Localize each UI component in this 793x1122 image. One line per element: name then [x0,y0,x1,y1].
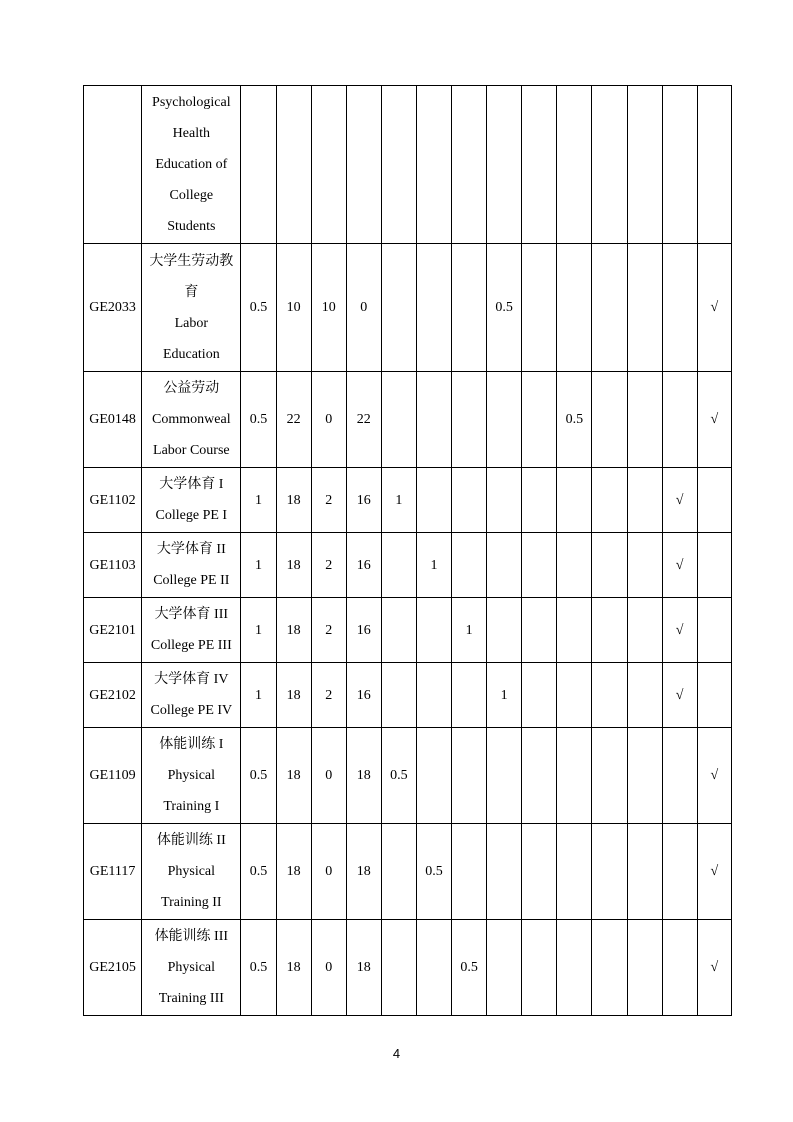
value-cell [557,728,592,824]
value-cell [592,598,627,663]
value-cell: 1 [487,663,522,728]
value-cell [487,824,522,920]
value-cell: 22 [276,372,311,468]
course-name-line: Health [172,126,210,141]
value-cell [697,468,731,533]
value-cell: 18 [346,824,381,920]
value-cell [416,372,451,468]
value-cell [557,824,592,920]
value-cell [452,244,487,372]
value-cell: √ [662,468,697,533]
value-cell [346,86,381,244]
value-cell [522,372,557,468]
course-code-cell [84,86,142,244]
value-cell: 16 [346,663,381,728]
course-name-line: Physical [167,768,216,783]
value-cell [381,372,416,468]
value-cell [697,663,731,728]
course-name-line: Labor [174,315,209,331]
value-cell [592,920,627,1016]
course-name-line: Education [162,346,220,362]
value-cell: 0.5 [557,372,592,468]
course-name-line: 大学体育 I [159,477,224,492]
course-name-line: Education of [155,157,228,172]
value-cell [381,533,416,598]
value-cell [487,920,522,1016]
course-name-cell [142,728,241,824]
value-cell: 18 [346,728,381,824]
value-cell [662,244,697,372]
course-name-line: Commonweal [152,412,231,427]
value-cell: 0.5 [241,244,276,372]
value-cell [662,372,697,468]
course-code-cell: GE1102 [84,468,142,533]
value-cell [697,86,731,244]
value-cell: 18 [276,533,311,598]
value-cell: √ [697,920,731,1016]
value-cell: 2 [311,468,346,533]
value-cell [592,244,627,372]
course-name-cell [142,920,241,1016]
course-name-line: 育 [184,284,199,300]
course-name-cell [142,598,241,663]
course-name-line: Psychological [152,95,231,110]
value-cell [557,533,592,598]
value-cell [416,728,451,824]
value-cell [522,920,557,1016]
value-cell: √ [662,663,697,728]
value-cell: 18 [276,920,311,1016]
value-cell [662,920,697,1016]
value-cell [416,86,451,244]
value-cell: 2 [311,533,346,598]
course-name-line: 大学生劳动教 [149,253,234,269]
value-cell: 0 [311,728,346,824]
value-cell [557,86,592,244]
value-cell [452,728,487,824]
course-name-line: Training III [158,991,224,1006]
value-cell: 18 [276,598,311,663]
value-cell: 1 [241,533,276,598]
value-cell [311,86,346,244]
course-code-cell: GE1117 [84,824,142,920]
value-cell [452,663,487,728]
value-cell [592,663,627,728]
value-cell: 18 [276,468,311,533]
value-cell [416,468,451,533]
value-cell: 1 [241,663,276,728]
value-cell [452,533,487,598]
value-cell [522,244,557,372]
value-cell: 16 [346,468,381,533]
value-cell [697,533,731,598]
table-row [84,372,732,468]
value-cell [452,824,487,920]
value-cell: 0.5 [452,920,487,1016]
value-cell [241,86,276,244]
value-cell [276,86,311,244]
value-cell [416,663,451,728]
value-cell [557,598,592,663]
value-cell [381,663,416,728]
value-cell [487,728,522,824]
value-cell: 18 [346,920,381,1016]
value-cell: √ [697,244,731,372]
course-name-line: Students [167,219,216,234]
value-cell [522,824,557,920]
page-number: 4 [392,1046,401,1061]
value-cell [381,598,416,663]
table-row [84,920,732,1016]
value-cell [627,372,662,468]
table-row [84,468,732,533]
value-cell: √ [697,372,731,468]
value-cell [381,920,416,1016]
table-row [84,598,732,663]
value-cell: 0.5 [381,728,416,824]
course-name-cell [142,244,241,372]
table-row [84,663,732,728]
value-cell: 0 [311,824,346,920]
course-name-line: 大学体育 IV [154,672,229,687]
course-name-line: Training II [161,895,222,910]
value-cell [627,824,662,920]
value-cell [487,86,522,244]
course-code-cell: GE1109 [84,728,142,824]
value-cell [592,86,627,244]
course-name-line: 体能训练 II [156,833,226,848]
value-cell: 0 [311,372,346,468]
value-cell: 1 [241,468,276,533]
value-cell: 2 [311,598,346,663]
value-cell: 0.5 [241,920,276,1016]
value-cell [452,372,487,468]
course-code-cell: GE2033 [84,244,142,372]
value-cell: 1 [381,468,416,533]
course-name-line: 体能训练 III [154,929,229,944]
course-name-line: College PE IV [150,703,233,718]
course-name-line: 公益劳动 [163,381,220,396]
value-cell: 18 [276,663,311,728]
course-name-cell [142,468,241,533]
value-cell: 16 [346,533,381,598]
value-cell [662,728,697,824]
table-row [84,244,732,372]
value-cell [592,728,627,824]
table-row [84,824,732,920]
value-cell [487,372,522,468]
course-name-line: College PE II [153,573,230,588]
value-cell [557,920,592,1016]
value-cell [416,598,451,663]
value-cell [522,533,557,598]
value-cell [627,920,662,1016]
value-cell [557,244,592,372]
course-name-cell [142,663,241,728]
value-cell: √ [697,728,731,824]
value-cell [627,244,662,372]
value-cell [487,468,522,533]
value-cell: √ [662,598,697,663]
value-cell [627,86,662,244]
value-cell: 1 [416,533,451,598]
course-name-cell [142,372,241,468]
value-cell: 10 [311,244,346,372]
value-cell: 0.5 [241,728,276,824]
value-cell: 0 [311,920,346,1016]
course-name-line: 大学体育 II [156,542,226,557]
course-name-line: Physical [167,960,216,975]
table-row [84,533,732,598]
value-cell [381,86,416,244]
value-cell [627,598,662,663]
course-table [83,85,732,1016]
course-name-line: College PE I [155,508,228,523]
value-cell: 0 [346,244,381,372]
course-name-line: College [169,188,214,203]
value-cell [627,533,662,598]
value-cell [381,824,416,920]
course-code-cell: GE0148 [84,372,142,468]
value-cell: 1 [241,598,276,663]
course-name-cell [142,86,241,244]
value-cell [381,244,416,372]
value-cell: 0.5 [487,244,522,372]
value-cell [592,372,627,468]
value-cell: 22 [346,372,381,468]
value-cell [522,663,557,728]
value-cell: 16 [346,598,381,663]
course-code-cell: GE2105 [84,920,142,1016]
value-cell [627,728,662,824]
course-code-cell: GE1103 [84,533,142,598]
course-name-line: Labor Course [153,443,230,458]
value-cell [487,598,522,663]
value-cell: 0.5 [416,824,451,920]
course-name-line: Physical [167,864,216,879]
value-cell: 18 [276,728,311,824]
value-cell [592,468,627,533]
course-name-line: 大学体育 III [154,607,229,622]
value-cell [557,663,592,728]
value-cell: 10 [276,244,311,372]
value-cell: √ [697,824,731,920]
table-row [84,728,732,824]
value-cell [627,663,662,728]
value-cell [452,86,487,244]
value-cell: 1 [452,598,487,663]
course-name-cell [142,533,241,598]
value-cell [697,598,731,663]
value-cell [522,598,557,663]
course-name-line: 体能训练 I [159,737,224,752]
value-cell [522,728,557,824]
value-cell: 0.5 [241,372,276,468]
value-cell: 18 [276,824,311,920]
value-cell [522,468,557,533]
value-cell [487,533,522,598]
value-cell [557,468,592,533]
value-cell [627,468,662,533]
value-cell [592,533,627,598]
table-body [84,86,732,1016]
value-cell [662,86,697,244]
value-cell [416,920,451,1016]
value-cell: √ [662,533,697,598]
course-code-cell: GE2101 [84,598,142,663]
value-cell: 2 [311,663,346,728]
value-cell: 0.5 [241,824,276,920]
course-name-line: College PE III [150,638,232,653]
value-cell [662,824,697,920]
course-name-line: Training I [163,799,220,814]
table-row [84,86,732,244]
value-cell [522,86,557,244]
value-cell [416,244,451,372]
course-code-cell: GE2102 [84,663,142,728]
course-name-cell [142,824,241,920]
value-cell [452,468,487,533]
value-cell [592,824,627,920]
